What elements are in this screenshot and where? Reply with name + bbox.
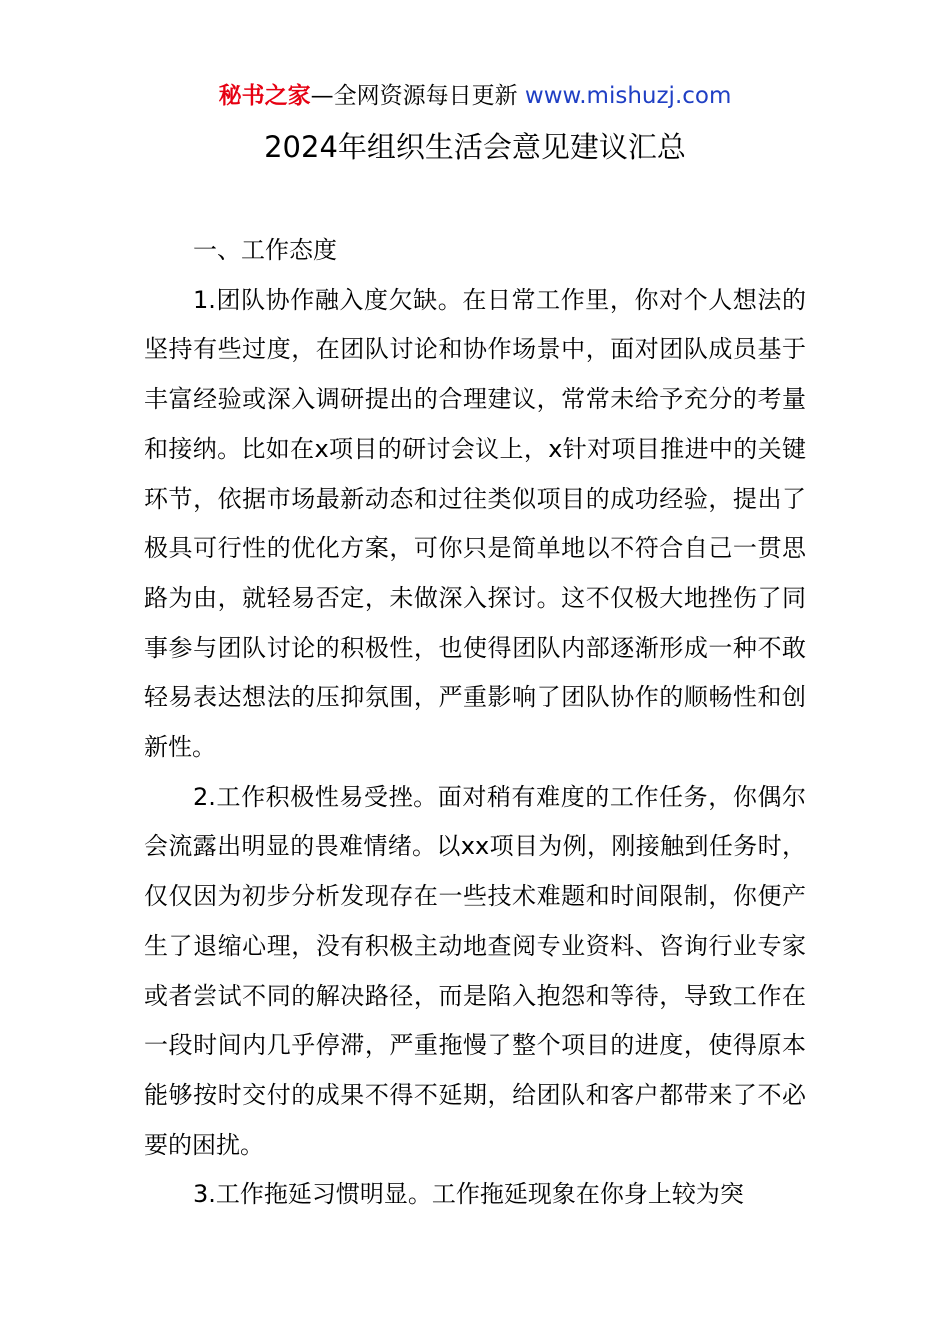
site-tagline: —全网资源每日更新 bbox=[310, 83, 525, 109]
paragraph-teamwork: 1.团队协作融入度欠缺。在日常工作里，你对个人想法的坚持有些过度，在团队讨论和协作场景中，面对团队成员基于丰富经验或深入调研提出的合理建议，常常未给予充分的考量和接纳。比如在x项目的研讨会议上，x针对项目推进中的关键环节，依据市场最新动态和过往类似项目的成功经验，提出了极具可行性的优化方案，可你只是简单地以不符合自己一贯思路为由，就轻易否定，未做深入探讨。这不仅极大地挫伤了同事参与团队讨论的积极性，也使得团队内部逐渐形成一种不敢轻易表达想法的压抑氛围，严重影响了团队协作的顺畅性和创新性。 bbox=[144, 285, 806, 762]
site-brand: 秘书之家 bbox=[218, 83, 311, 109]
site-banner bbox=[0, 80, 950, 112]
section-heading: 一、工作态度 bbox=[193, 236, 337, 264]
paragraph-motivation: 2.工作积极性易受挫。面对稍有难度的工作任务，你偶尔会流露出明显的畏难情绪。以xx项目为例，刚接触到任务时，仅仅因为初步分析发现存在一些技术难题和时间限制，你便产生了退缩心理，没有积极主动地查阅专业资料、咨询行业专家或者尝试不同的解决路径，而是陷入抱怨和等待，导致工作在一段时间内几乎停滞，严重拖慢了整个项目的进度，使得原本能够按时交付的成果不得不延期，给团队和客户都带来了不必要的困扰。 bbox=[144, 782, 806, 1159]
paragraph-procrastination: 3.工作拖延习惯明显。工作拖延现象在你身上较为突 bbox=[193, 1180, 744, 1209]
document-body bbox=[144, 226, 806, 1220]
document-title: 2024年组织生活会意见建议汇总 bbox=[264, 130, 686, 164]
site-url-link[interactable]: www.mishuzj.com bbox=[524, 83, 732, 109]
